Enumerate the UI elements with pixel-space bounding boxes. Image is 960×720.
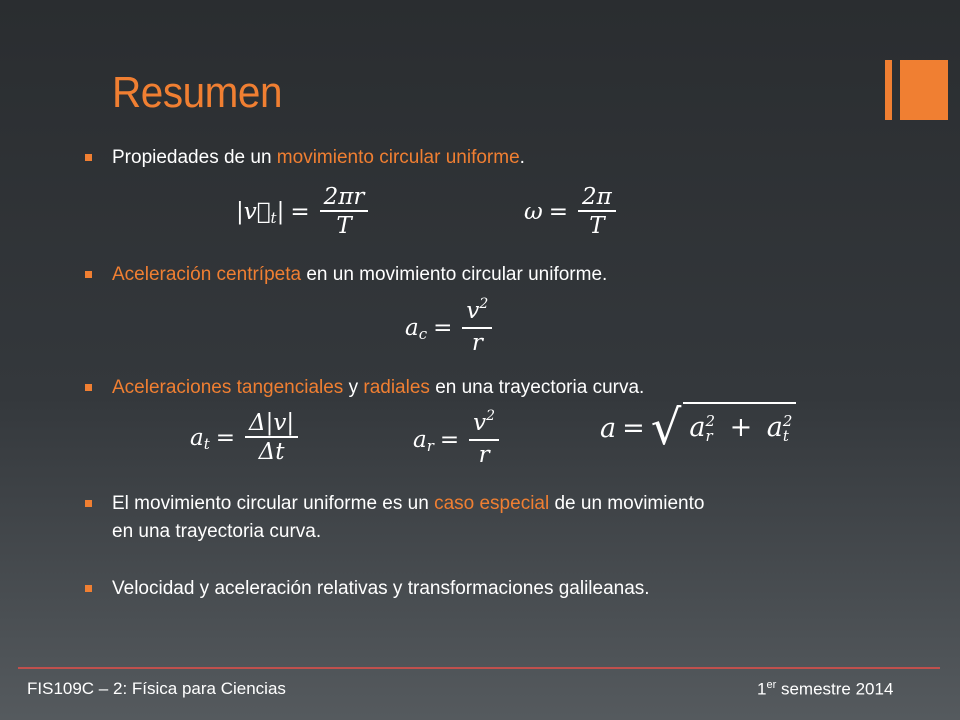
fraction xyxy=(578,184,616,240)
eq-lhs: a xyxy=(190,425,204,451)
bullet-text-part: de un movimiento xyxy=(549,493,705,514)
superscript: 2 xyxy=(782,411,793,430)
fraction xyxy=(469,410,499,469)
eq-subscript: t xyxy=(203,435,210,453)
bullet-marker xyxy=(85,500,92,507)
bullet-text-continuation: en una trayectoria curva. xyxy=(112,521,322,542)
equation-radial-acceleration xyxy=(413,410,503,469)
bullet-text-part: y xyxy=(343,377,364,398)
subscript: r xyxy=(705,426,713,445)
equation-angular-velocity xyxy=(524,184,620,240)
title-accent-block xyxy=(900,60,948,120)
equation-tangential-velocity xyxy=(236,184,372,240)
highlight-term: radiales xyxy=(363,377,430,398)
equals-sign: = xyxy=(433,314,453,341)
equation-total-acceleration xyxy=(600,402,796,454)
eq-subscript: t xyxy=(270,209,277,227)
eq-lhs: ω xyxy=(524,199,543,225)
title-accent-bar xyxy=(885,60,892,120)
equals-sign: = xyxy=(439,426,460,453)
bullet-text-part: Propiedades de un xyxy=(112,147,277,168)
bullet-text-part: en una trayectoria curva. xyxy=(429,377,645,398)
equation-tangential-acceleration xyxy=(190,410,302,466)
equals-sign: = xyxy=(215,425,236,451)
bullet-text xyxy=(112,145,525,171)
semester-number: 1 xyxy=(757,679,767,699)
square-root xyxy=(651,402,797,454)
numerator xyxy=(462,298,492,327)
term-scripts xyxy=(782,411,793,445)
bullet-text xyxy=(112,262,607,288)
subscript: t xyxy=(782,426,789,445)
numerator-base: v xyxy=(466,298,480,324)
fraction xyxy=(462,298,492,357)
highlight-term: caso especial xyxy=(434,493,550,514)
equals-sign: = xyxy=(548,199,569,225)
eq-lhs: |v⃗ xyxy=(236,199,271,225)
plus-sign: + xyxy=(729,412,753,443)
bullet-text-part: en un movimiento circular uniforme. xyxy=(301,264,608,285)
numerator-base: v xyxy=(473,410,487,436)
semester-ordinal: er xyxy=(766,679,777,691)
bullet-marker xyxy=(85,384,92,391)
bullet-marker xyxy=(85,271,92,278)
equation-centripetal-acceleration xyxy=(405,298,496,357)
term-base: a xyxy=(766,412,783,443)
footer-course: FIS109C – 2: Física para Ciencias xyxy=(27,679,286,698)
fraction xyxy=(320,184,369,240)
bullet-marker xyxy=(85,585,92,592)
superscript: 2 xyxy=(486,408,496,424)
eq-subscript: r xyxy=(426,436,434,455)
footer-rule xyxy=(18,667,940,669)
term-scripts xyxy=(705,411,715,445)
bullet-text-part: El movimiento circular uniforme es un xyxy=(112,493,435,514)
bullet-text xyxy=(112,491,704,517)
superscript: 2 xyxy=(705,411,715,430)
denominator: r xyxy=(471,330,483,356)
superscript: 2 xyxy=(479,296,489,312)
numerator: Δ|v| xyxy=(249,410,295,436)
numerator: 2π xyxy=(582,184,612,210)
eq-lhs-end: | xyxy=(276,199,285,225)
equals-sign: = xyxy=(622,412,645,444)
bullet-text xyxy=(112,375,644,401)
bullet-marker xyxy=(85,154,92,161)
denominator: Δt xyxy=(258,439,285,465)
highlight-term: movimiento circular uniforme xyxy=(276,147,520,168)
highlight-term: Aceleración centrípeta xyxy=(112,264,302,285)
eq-lhs: a xyxy=(600,412,617,444)
bullet-text-part: . xyxy=(519,147,525,168)
radical-sign: √ xyxy=(650,400,682,456)
numerator: 2πr xyxy=(323,184,365,210)
slide-title: Resumen xyxy=(112,68,283,117)
denominator: T xyxy=(336,213,352,239)
equals-sign: = xyxy=(290,199,310,225)
term-base: a xyxy=(689,412,706,443)
bullet-text: Velocidad y aceleración relativas y transformaciones galileanas. xyxy=(112,578,650,599)
eq-lhs: a xyxy=(413,426,427,453)
highlight-term: Aceleraciones tangenciales xyxy=(112,377,344,398)
radicand xyxy=(683,402,796,454)
fraction xyxy=(245,410,298,466)
eq-subscript: c xyxy=(418,324,428,343)
eq-lhs: a xyxy=(405,314,419,341)
footer-semester xyxy=(757,679,893,700)
denominator: r xyxy=(478,442,490,468)
semester-text: semestre 2014 xyxy=(776,679,894,699)
numerator xyxy=(469,410,499,439)
denominator: T xyxy=(589,213,605,239)
